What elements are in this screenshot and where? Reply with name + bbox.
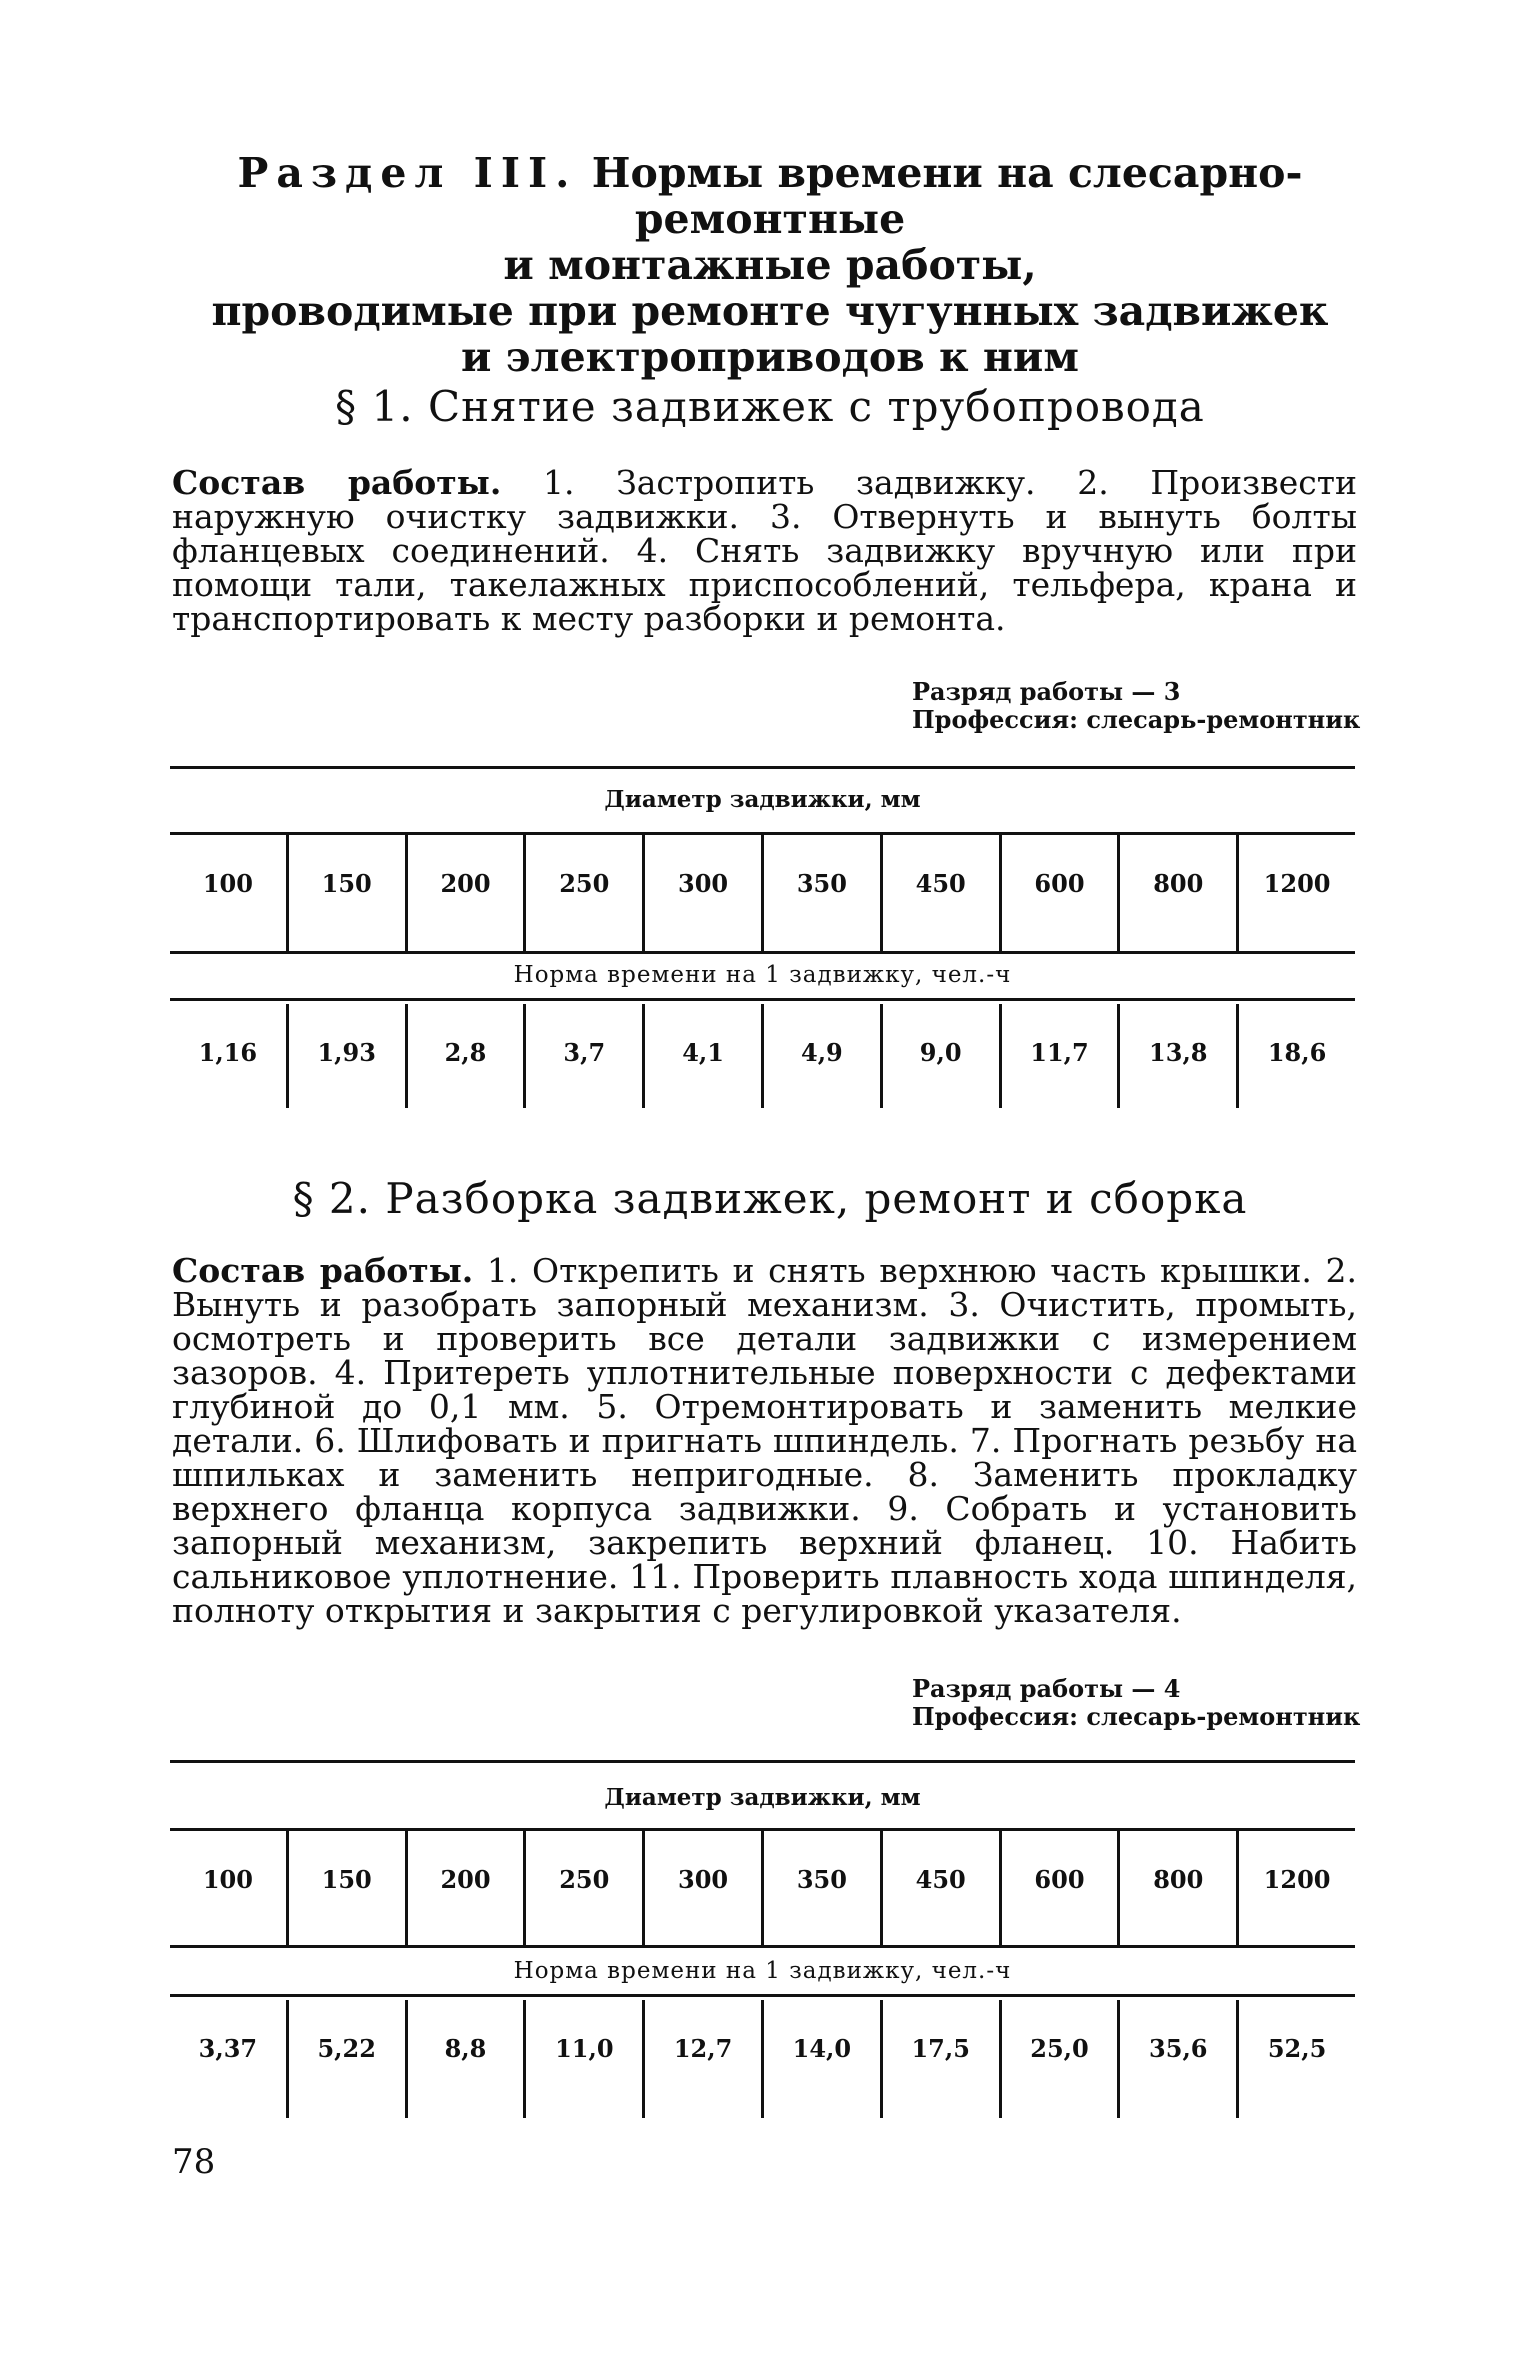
diameter-cell: 600 bbox=[999, 835, 1118, 951]
section1-meta bbox=[912, 678, 1360, 734]
section1-composition bbox=[172, 463, 1357, 638]
diameter-cell: 450 bbox=[880, 1831, 999, 1945]
table-rule bbox=[170, 1760, 1355, 1763]
diameter-cell: 350 bbox=[761, 835, 880, 951]
table-rule bbox=[170, 1994, 1355, 1997]
diameter-cell: 1200 bbox=[1236, 835, 1355, 951]
norm-cell: 9,0 bbox=[880, 1004, 999, 1108]
section2-composition-label: Состав работы. bbox=[172, 1251, 474, 1290]
section2-profession: Профессия: слесарь-ремонтник bbox=[912, 1702, 1361, 1731]
norm-caption: Норма времени на 1 задвижку, чел.-ч bbox=[513, 962, 1012, 988]
norm-cell: 3,37 bbox=[198, 2034, 258, 2063]
diameter-cell: 100 bbox=[202, 869, 253, 898]
diameter-cell: 250 bbox=[523, 835, 642, 951]
diameter-cell: 300 bbox=[642, 1831, 761, 1945]
norm-cell: 13,8 bbox=[1117, 1004, 1236, 1108]
norm-cell: 11,7 bbox=[999, 1004, 1118, 1108]
section1-profession: Профессия: слесарь-ремонтник bbox=[912, 705, 1361, 734]
section2-grade: Разряд работы — 4 bbox=[912, 1674, 1181, 1703]
diameter-cell: 800 bbox=[1117, 1831, 1236, 1945]
norm-cell: 5,22 bbox=[286, 2000, 405, 2118]
section-title bbox=[170, 150, 1370, 380]
diameter-cell: 1200 bbox=[1236, 1831, 1355, 1945]
norm-cell: 11,0 bbox=[523, 2000, 642, 2118]
table-rule bbox=[170, 951, 1355, 954]
norm-cell: 35,6 bbox=[1117, 2000, 1236, 2118]
diameter-row bbox=[170, 835, 1355, 951]
diameter-cell: 150 bbox=[286, 835, 405, 951]
section2-meta bbox=[912, 1675, 1360, 1731]
norm-caption: Норма времени на 1 задвижку, чел.-ч bbox=[513, 1958, 1012, 1984]
page-number: 78 bbox=[172, 2142, 216, 2182]
table-rule bbox=[170, 1945, 1355, 1948]
diameter-cell: 150 bbox=[286, 1831, 405, 1945]
diameter-cell: 100 bbox=[202, 1865, 253, 1894]
section-number: Раздел III. bbox=[237, 149, 578, 197]
section1-composition-label: Состав работы. bbox=[172, 463, 502, 502]
diameter-cell: 350 bbox=[761, 1831, 880, 1945]
section2-composition-text: 1. Открепить и снять верхнюю часть крышки. 2. Вынуть и разобрать запорный механизм. 3. Очистить, промыть, осмотреть и проверить все детали задвижки с измерением зазоров. 4. Притереть уплотнительные поверхности с дефектами глубиной до 0,1 мм. 5. Отремонтировать и заменить мелкие детали. 6. Шлифовать и пригнать шпиндель. 7. Прогнать резьбу на шпильках и заменить непригодные. 8. Заменить прокладку верхнего фланца корпуса задвижки. 9. Собрать и установить запорный механизм, закрепить верхний фланец. 10. Набить сальниковое уплотнение. 11. Проверить плавность хода шпинделя, полноту открытия и закрытия с регулировкой указателя. bbox=[172, 1251, 1357, 1630]
diameter-cell: 600 bbox=[999, 1831, 1118, 1945]
diameter-cell: 800 bbox=[1117, 835, 1236, 951]
title-line-2: и монтажные работы, bbox=[503, 241, 1037, 289]
diameter-cell: 250 bbox=[523, 1831, 642, 1945]
table-rule bbox=[170, 766, 1355, 769]
diameter-caption: Диаметр задвижки, мм bbox=[604, 786, 921, 813]
norm-cell: 17,5 bbox=[880, 2000, 999, 2118]
section1-composition-text: 1. Застропить задвижку. 2. Произвести наружную очистку задвижки. 3. Отвернуть и вынуть болты фланцевых соединений. 4. Снять задвижку вручную или при помощи тали, такелажных приспособлений, тельфера, крана и транспортировать к месту разборки и ремонта. bbox=[172, 463, 1357, 638]
diameter-row bbox=[170, 1831, 1355, 1945]
norm-cell: 1,16 bbox=[198, 1038, 258, 1067]
section2-composition bbox=[172, 1251, 1357, 1630]
norm-cell: 4,9 bbox=[761, 1004, 880, 1108]
diameter-cell: 450 bbox=[880, 835, 999, 951]
norm-cell: 18,6 bbox=[1236, 1004, 1355, 1108]
diameter-cell: 200 bbox=[405, 1831, 524, 1945]
title-line-4: и электроприводов к ним bbox=[461, 333, 1079, 381]
norm-cell: 1,93 bbox=[286, 1004, 405, 1108]
diameter-cell: 200 bbox=[405, 835, 524, 951]
table-rule bbox=[170, 998, 1355, 1001]
diameter-caption: Диаметр задвижки, мм bbox=[604, 1784, 921, 1811]
norm-cell: 2,8 bbox=[405, 1004, 524, 1108]
norm-row bbox=[170, 1004, 1355, 1108]
norm-cell: 52,5 bbox=[1236, 2000, 1355, 2118]
diameter-cell: 300 bbox=[642, 835, 761, 951]
norm-cell: 25,0 bbox=[999, 2000, 1118, 2118]
section2-heading: § 2. Разборка задвижек, ремонт и сборка bbox=[292, 1174, 1248, 1223]
title-line-1: Нормы времени на слесарно-ремонтные bbox=[591, 149, 1303, 243]
norm-cell: 4,1 bbox=[642, 1004, 761, 1108]
section1-grade: Разряд работы — 3 bbox=[912, 677, 1181, 706]
norm-cell: 12,7 bbox=[642, 2000, 761, 2118]
norm-cell: 14,0 bbox=[761, 2000, 880, 2118]
title-line-3: проводимые при ремонте чугунных задвижек bbox=[211, 287, 1329, 335]
norm-row bbox=[170, 2000, 1355, 2118]
norm-cell: 8,8 bbox=[405, 2000, 524, 2118]
norm-cell: 3,7 bbox=[523, 1004, 642, 1108]
section1-heading: § 1. Снятие задвижек с трубопровода bbox=[335, 382, 1205, 431]
